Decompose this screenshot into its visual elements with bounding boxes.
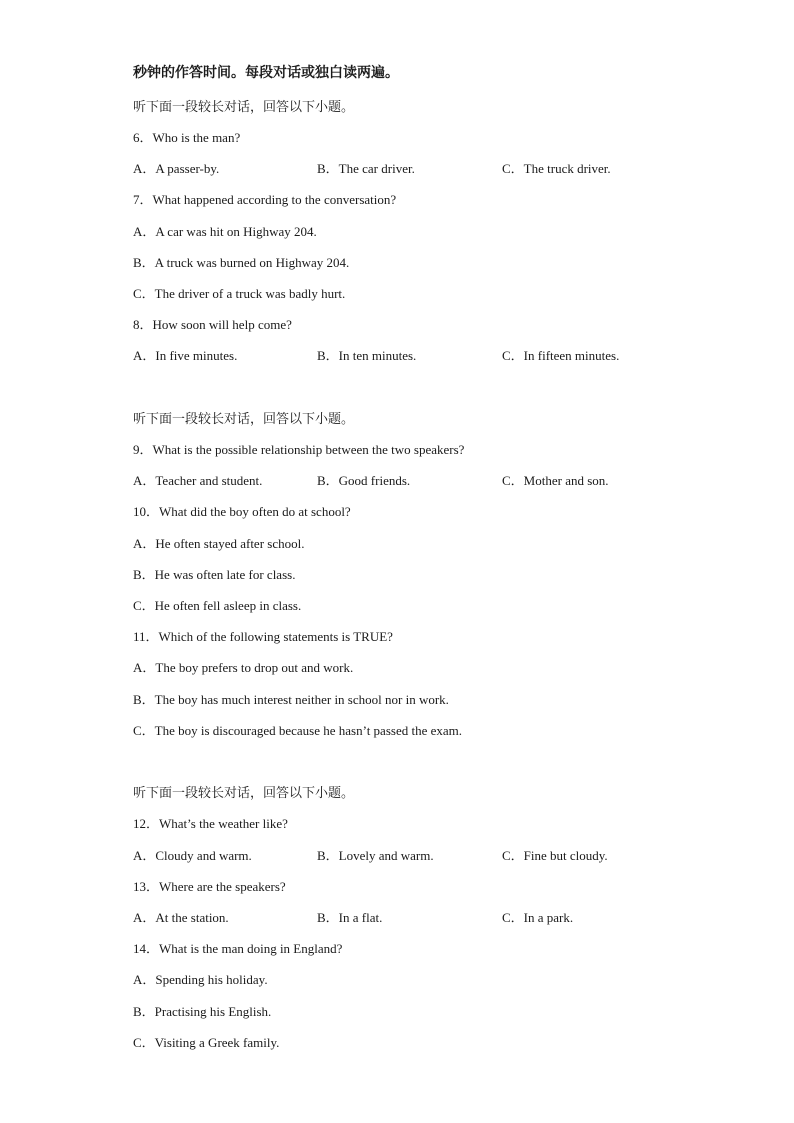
section-intro: 听下面一段较长对话，回答以下小题。 <box>133 411 355 426</box>
option-row <box>133 348 733 364</box>
question-stem: 9．What is the possible relationship between the two speakers? <box>133 442 465 457</box>
option-b: B．The boy has much interest neither in school nor in work. <box>133 692 449 707</box>
question-stem: 11．Which of the following statements is TRUE? <box>133 629 393 644</box>
option-b: B．Lovely and warm. <box>317 848 434 863</box>
instruction-note: 秒钟的作答时间。每段对话或独白读两遍。 <box>133 66 399 81</box>
option-c: C．The boy is discouraged because he hasn’t passed the exam. <box>133 723 462 738</box>
option-a: A．Spending his holiday. <box>133 972 268 987</box>
option-c: C．In fifteen minutes. <box>502 348 620 363</box>
option-c: C．Fine but cloudy. <box>502 848 608 863</box>
option-row <box>133 161 733 177</box>
option-a: A．The boy prefers to drop out and work. <box>133 660 354 675</box>
option-row <box>133 910 733 926</box>
option-a: A．A passer-by. <box>133 161 220 176</box>
section-intro: 听下面一段较长对话，回答以下小题。 <box>133 99 355 114</box>
option-a: A．Teacher and student. <box>133 473 263 488</box>
option-b: B．Practising his English. <box>133 1004 272 1019</box>
option-a: A．A car was hit on Highway 204. <box>133 224 317 239</box>
option-row <box>133 848 733 864</box>
option-c: C．Mother and son. <box>502 473 609 488</box>
section-intro: 听下面一段较长对话，回答以下小题。 <box>133 785 355 800</box>
question-stem: 12．What’s the weather like? <box>133 816 288 831</box>
option-b: B．The car driver. <box>317 161 415 176</box>
option-a: A．Cloudy and warm. <box>133 848 252 863</box>
question-stem: 14．What is the man doing in England? <box>133 941 343 956</box>
question-stem: 7．What happened according to the conversation? <box>133 192 397 207</box>
option-b: B．A truck was burned on Highway 204. <box>133 255 350 270</box>
option-b: B．He was often late for class. <box>133 567 296 582</box>
option-b: B．Good friends. <box>317 473 411 488</box>
question-stem: 6．Who is the man? <box>133 130 241 145</box>
option-row <box>133 473 733 489</box>
option-a: A．He often stayed after school. <box>133 536 305 551</box>
option-c: C．In a park. <box>502 910 574 925</box>
question-stem: 8．How soon will help come? <box>133 317 292 332</box>
option-b: B．In ten minutes. <box>317 348 417 363</box>
option-c: C．The truck driver. <box>502 161 611 176</box>
option-b: B．In a flat. <box>317 910 383 925</box>
option-c: C．Visiting a Greek family. <box>133 1035 280 1050</box>
question-stem: 10．What did the boy often do at school? <box>133 504 351 519</box>
option-a: A．In five minutes. <box>133 348 238 363</box>
option-c: C．He often fell asleep in class. <box>133 598 302 613</box>
option-c: C．The driver of a truck was badly hurt. <box>133 286 346 301</box>
option-a: A．At the station. <box>133 910 229 925</box>
question-stem: 13．Where are the speakers? <box>133 879 286 894</box>
